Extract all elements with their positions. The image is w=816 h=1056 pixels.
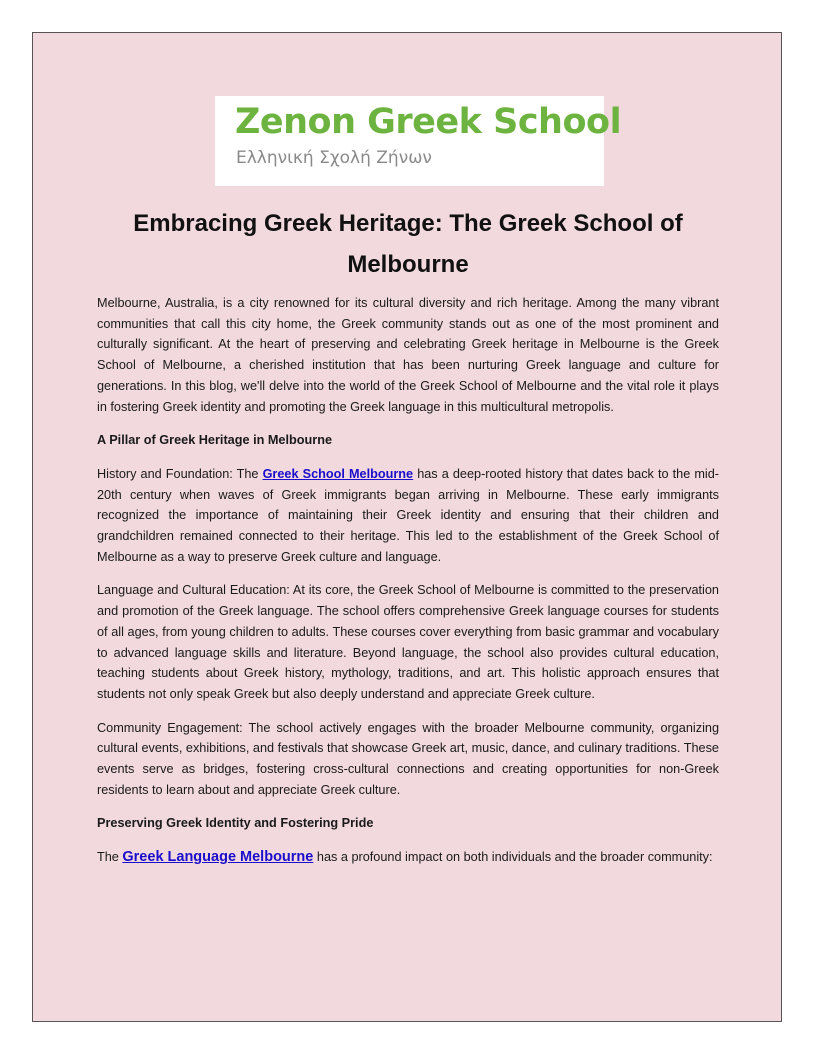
intro-paragraph: Melbourne, Australia, is a city renowned for its cultural diversity and rich heritage. Among the many vibrant communities that call this city home, the Greek community stands out as one of the most prominent and culturally significant. At the heart of preserving and celebrating Greek heritage in Melbourne is the Greek School of Melbourne, a cherished institution that has been nurturing Greek language and culture for generations. In this blog, we'll delve into the world of the Greek School of Melbourne and the vital role it plays in fostering Greek identity and promoting the Greek language in this multicultural metropolis. [97, 296, 719, 414]
history-text-before: History and Foundation: The [97, 466, 263, 481]
impact-text-before: The [97, 850, 123, 865]
impact-text-after: has a profound impact on both individuals and the broader community: [313, 850, 713, 865]
history-paragraph [97, 464, 719, 568]
school-logo [215, 96, 622, 186]
logo-subtitle: Ελληνική Σχολή Ζήνων [236, 148, 432, 168]
page-title: Embracing Greek Heritage: The Greek School of Melbourne [133, 210, 683, 278]
greek-school-melbourne-link[interactable]: Greek School Melbourne [262, 466, 414, 481]
history-text-after: has a deep-rooted history that dates back to the mid-20th century when waves of Greek immigrants began arriving in Melbourne. These early immigrants recognized the importance of maintaining their Greek identity and ensuring that their children and grandchildren remained connected to their heritage. This led to the establishment of the Greek School of Melbourne as a way to preserve Greek culture and language. [97, 466, 719, 564]
article-body [97, 293, 719, 881]
community-paragraph: Community Engagement: The school actively engages with the broader Melbourne community, organizing cultural events, exhibitions, and festivals that showcase Greek art, music, dance, and culinary traditions. These events serve as bridges, fostering cross-cultural connections and creating opportunities for non-Greek residents to learn about and appreciate Greek culture. [97, 720, 719, 797]
document-page [32, 32, 782, 1022]
logo-title: Zenon Greek School [235, 102, 622, 142]
section-heading-pillar: A Pillar of Greek Heritage in Melbourne [97, 433, 333, 448]
section-heading-identity: Preserving Greek Identity and Fostering Pride [97, 816, 374, 831]
impact-paragraph [97, 847, 719, 868]
language-paragraph: Language and Cultural Education: At its core, the Greek School of Melbourne is committed to the preservation and promotion of the Greek language. The school offers comprehensive Greek language courses for students of all ages, from young children to adults. These courses cover everything from basic grammar and vocabulary to advanced language skills and literature. Beyond language, the school also provides cultural education, teaching students about Greek history, mythology, traditions, and art. This holistic approach ensures that students not only speak Greek but also deeply understand and appreciate Greek culture. [97, 583, 719, 701]
greek-language-melbourne-link[interactable]: Greek Language Melbourne [122, 849, 314, 866]
